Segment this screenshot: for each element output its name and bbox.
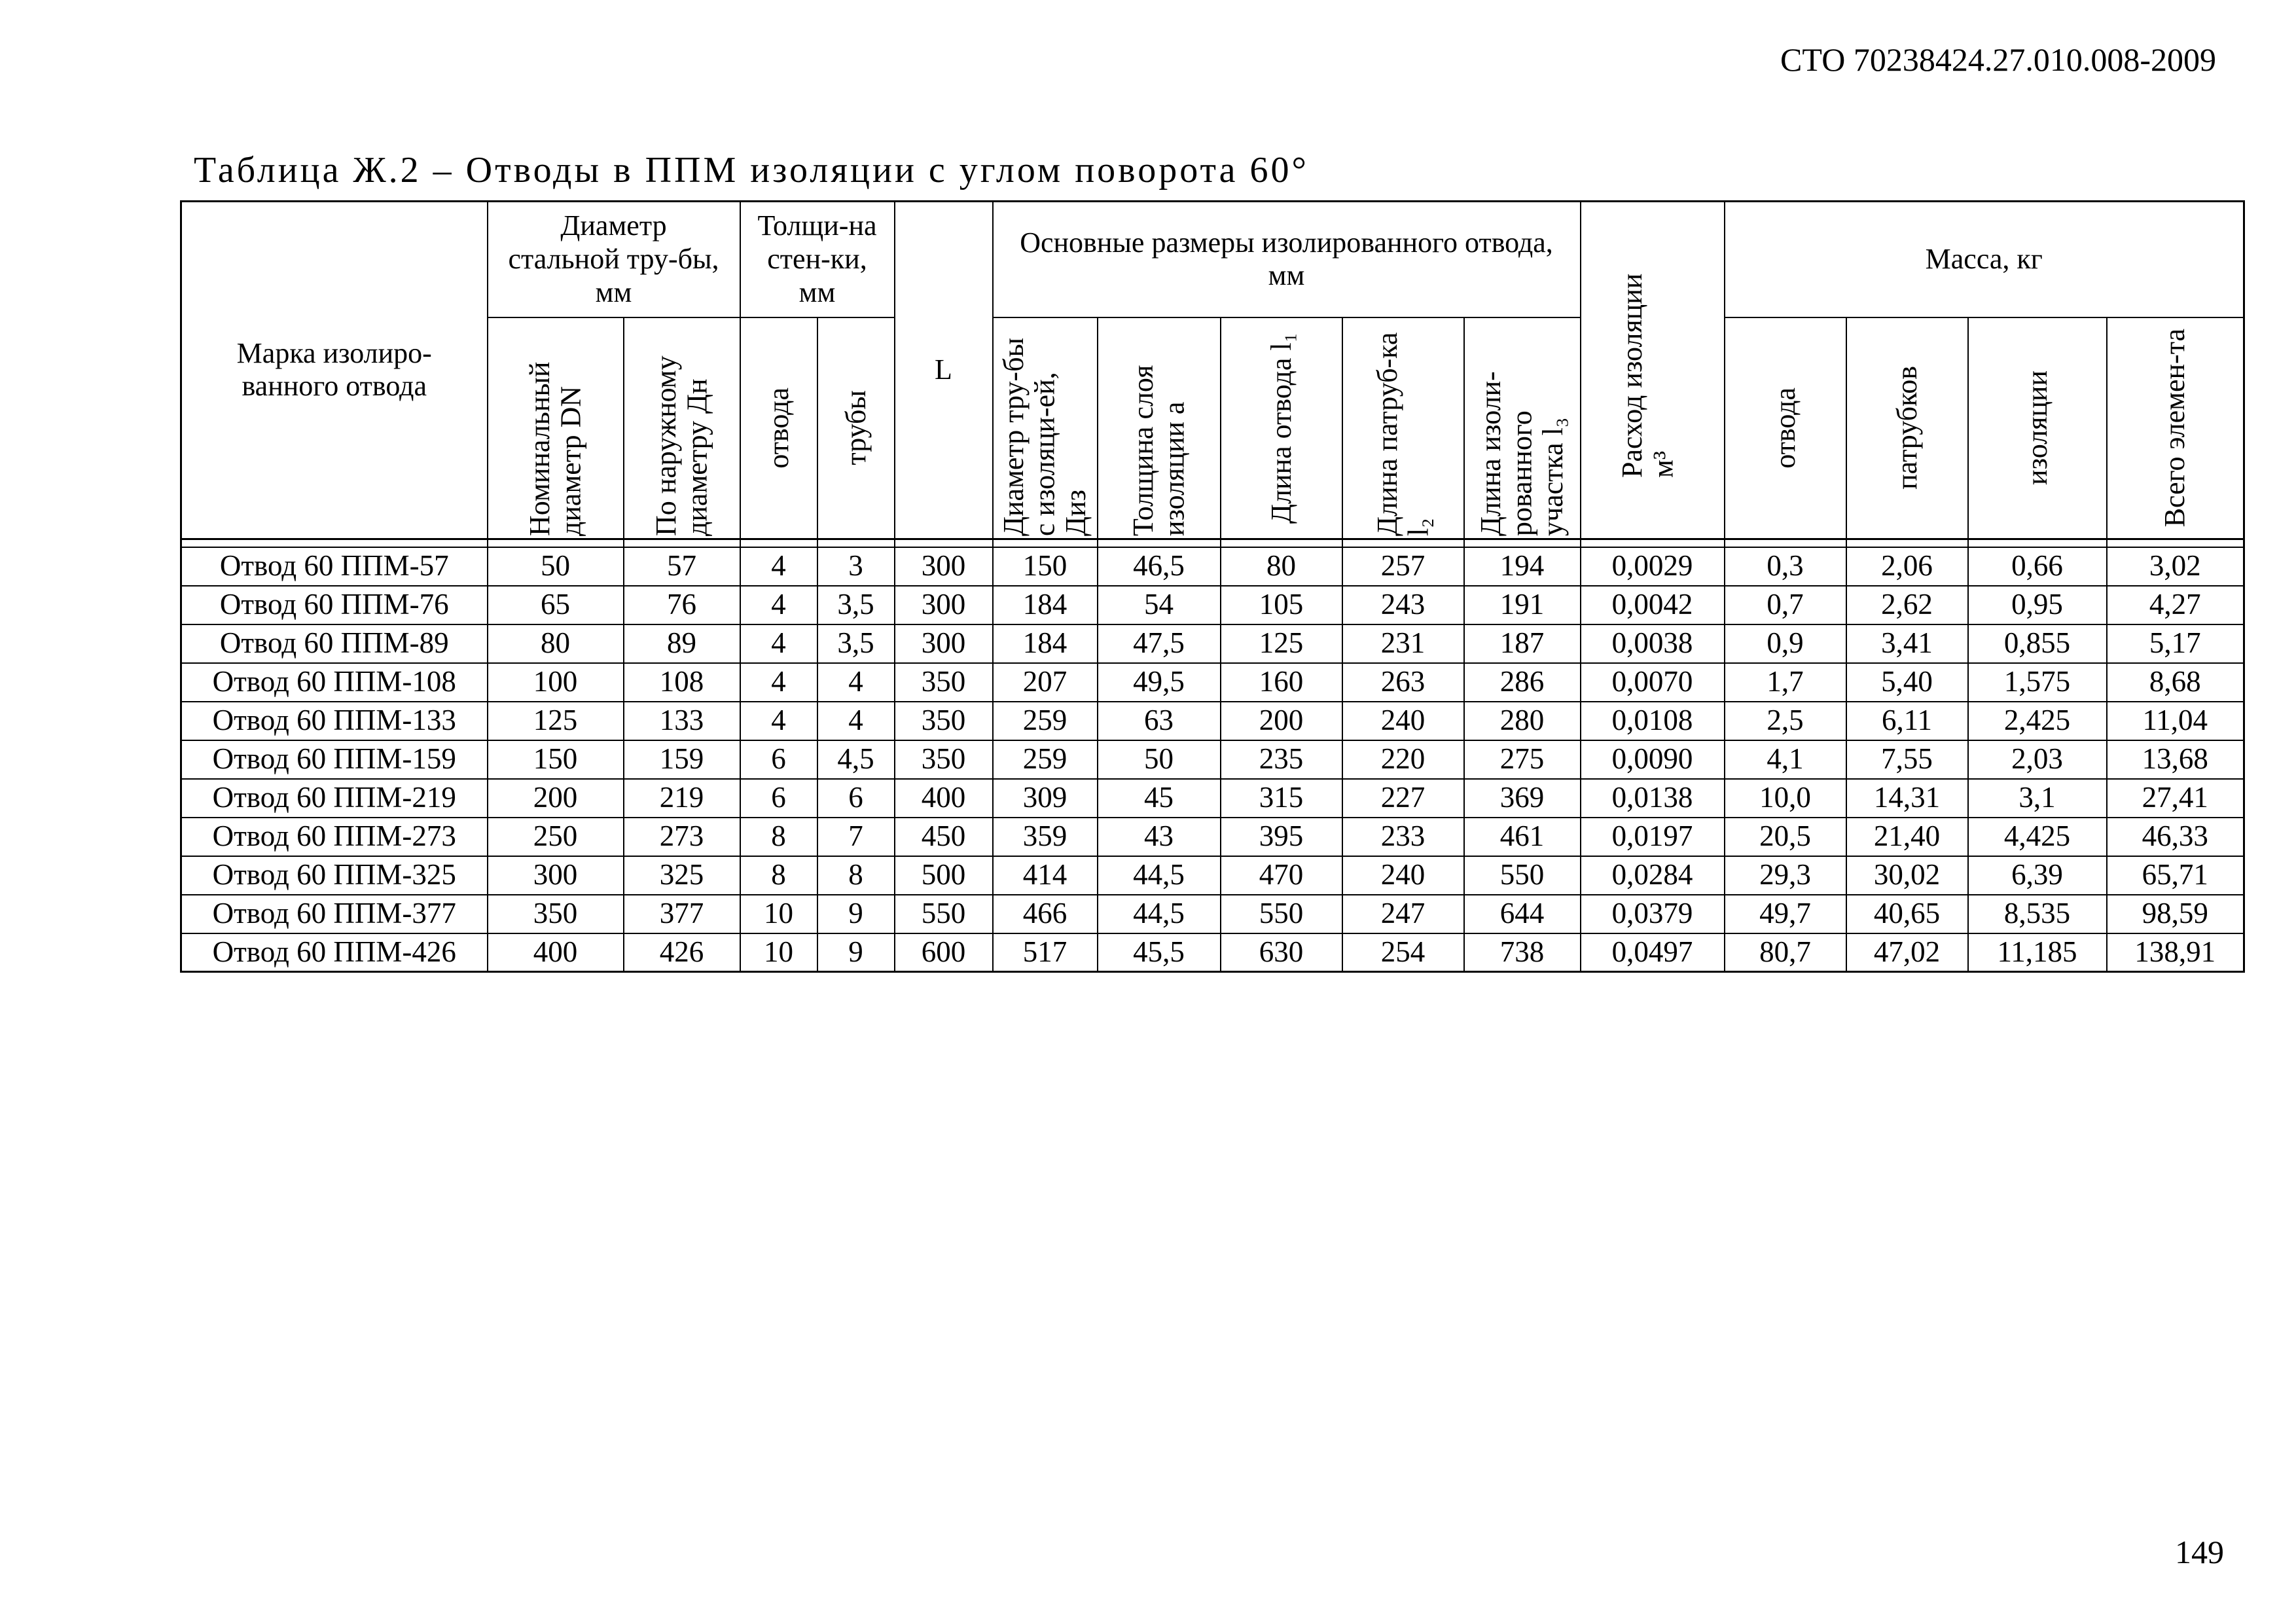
- table-cell: 450: [895, 818, 993, 856]
- table-cell: 275: [1464, 740, 1581, 779]
- table-cell: 8: [740, 856, 817, 895]
- table-cell: 4: [817, 663, 895, 702]
- table-cell: 21,40: [1846, 818, 1968, 856]
- table-cell: 0,95: [1968, 586, 2107, 624]
- table-cell: 11,04: [2107, 702, 2244, 740]
- table-cell: 0,0090: [1581, 740, 1725, 779]
- table-cell: 47,5: [1098, 624, 1221, 663]
- table-cell: 286: [1464, 663, 1581, 702]
- table-cell: 9: [817, 895, 895, 933]
- table-cell: 738: [1464, 933, 1581, 972]
- table-cell: 350: [895, 740, 993, 779]
- table-cell: 105: [1221, 586, 1342, 624]
- table-cell: 3,5: [817, 624, 895, 663]
- row-brand-cell: Отвод 60 ППМ-89: [181, 624, 488, 663]
- table-cell: 240: [1342, 856, 1464, 895]
- header-separator-row: [181, 539, 2244, 547]
- table-cell: 65: [488, 586, 624, 624]
- table-caption: Таблица Ж.2 – Отводы в ППМ изоляции с углом поворота 60°: [194, 150, 1309, 190]
- col-header-bend-length: Длина отвода l₁: [1221, 317, 1342, 539]
- table-cell: 150: [488, 740, 624, 779]
- table-cell: 45: [1098, 779, 1221, 818]
- table-cell: 0,0070: [1581, 663, 1725, 702]
- table-cell: 6: [817, 779, 895, 818]
- table-cell: 10,0: [1725, 779, 1846, 818]
- table-cell: 65,71: [2107, 856, 2244, 895]
- table-cell: 1,7: [1725, 663, 1846, 702]
- table-cell: 0,0284: [1581, 856, 1725, 895]
- table-cell: 280: [1464, 702, 1581, 740]
- table-cell: 550: [895, 895, 993, 933]
- table-cell: 8,68: [2107, 663, 2244, 702]
- table-row: [181, 547, 2244, 586]
- row-brand-cell: Отвод 60 ППМ-377: [181, 895, 488, 933]
- table-cell: 377: [624, 895, 740, 933]
- col-group-pipe-diameter: Диаметр стальной тру-бы, мм: [488, 202, 740, 317]
- table-cell: 350: [895, 702, 993, 740]
- table-cell: 6,39: [1968, 856, 2107, 895]
- table-cell: 6: [740, 779, 817, 818]
- table-cell: 0,66: [1968, 547, 2107, 586]
- table-cell: 150: [993, 547, 1098, 586]
- col-header-mass-total: Всего элемен-та: [2107, 317, 2244, 539]
- table-cell: 80,7: [1725, 933, 1846, 972]
- table-cell: 231: [1342, 624, 1464, 663]
- table-cell: 6,11: [1846, 702, 1968, 740]
- table-cell: 600: [895, 933, 993, 972]
- table-row: [181, 624, 2244, 663]
- table-row: [181, 702, 2244, 740]
- table-cell: 0,0138: [1581, 779, 1725, 818]
- table-cell: 30,02: [1846, 856, 1968, 895]
- col-header-outer-diameter: По наружному диаметру Дн: [624, 317, 740, 539]
- row-brand-cell: Отвод 60 ППМ-76: [181, 586, 488, 624]
- table-cell: 259: [993, 740, 1098, 779]
- table-cell: 5,17: [2107, 624, 2244, 663]
- table-cell: 200: [488, 779, 624, 818]
- table-cell: 5,40: [1846, 663, 1968, 702]
- table-cell: 133: [624, 702, 740, 740]
- table-cell: 7,55: [1846, 740, 1968, 779]
- table-cell: 257: [1342, 547, 1464, 586]
- table-cell: 300: [895, 624, 993, 663]
- table-cell: 0,3: [1725, 547, 1846, 586]
- row-brand-cell: Отвод 60 ППМ-57: [181, 547, 488, 586]
- table-cell: 0,0197: [1581, 818, 1725, 856]
- table-cell: 4,1: [1725, 740, 1846, 779]
- table-cell: 50: [488, 547, 624, 586]
- table-cell: 550: [1464, 856, 1581, 895]
- table-cell: 309: [993, 779, 1098, 818]
- table-cell: 3,1: [1968, 779, 2107, 818]
- table-cell: 644: [1464, 895, 1581, 933]
- table-cell: 4: [740, 586, 817, 624]
- table-cell: 125: [1221, 624, 1342, 663]
- table-cell: 0,9: [1725, 624, 1846, 663]
- table-cell: 20,5: [1725, 818, 1846, 856]
- table-cell: 466: [993, 895, 1098, 933]
- bends-table: [180, 200, 2245, 973]
- col-header-mass-insulation: изоляции: [1968, 317, 2107, 539]
- table-cell: 108: [624, 663, 740, 702]
- table-cell: 4,27: [2107, 586, 2244, 624]
- table-cell: 4: [817, 702, 895, 740]
- col-header-mass-branches: патрубков: [1846, 317, 1968, 539]
- table-cell: 187: [1464, 624, 1581, 663]
- table-cell: 550: [1221, 895, 1342, 933]
- table-cell: 159: [624, 740, 740, 779]
- row-brand-cell: Отвод 60 ППМ-219: [181, 779, 488, 818]
- table-cell: 46,5: [1098, 547, 1221, 586]
- col-header-insulated-diameter: Диаметр тру-бы с изоляци-ей, Диз: [993, 317, 1098, 539]
- table-cell: 49,5: [1098, 663, 1221, 702]
- table-cell: 395: [1221, 818, 1342, 856]
- table-cell: 191: [1464, 586, 1581, 624]
- table-cell: 259: [993, 702, 1098, 740]
- table-cell: 219: [624, 779, 740, 818]
- table-cell: 44,5: [1098, 856, 1221, 895]
- col-header-mass-bend: отвода: [1725, 317, 1846, 539]
- table-cell: 184: [993, 586, 1098, 624]
- table-row: [181, 856, 2244, 895]
- table-cell: 220: [1342, 740, 1464, 779]
- table-cell: 243: [1342, 586, 1464, 624]
- col-header-insulated-section-length: Длина изоли-рованного участка l₃: [1464, 317, 1581, 539]
- col-group-mass: Масса, кг: [1725, 202, 2244, 317]
- table-row: [181, 779, 2244, 818]
- col-header-length-L: L: [895, 202, 993, 539]
- table-cell: 45,5: [1098, 933, 1221, 972]
- table-cell: 207: [993, 663, 1098, 702]
- table-cell: 300: [895, 547, 993, 586]
- table-body: [181, 547, 2244, 972]
- table-cell: 4,425: [1968, 818, 2107, 856]
- table-row: [181, 933, 2244, 972]
- table-cell: 0,0042: [1581, 586, 1725, 624]
- table-cell: 8: [740, 818, 817, 856]
- table-cell: 400: [488, 933, 624, 972]
- table-cell: 11,185: [1968, 933, 2107, 972]
- table-cell: 200: [1221, 702, 1342, 740]
- table-row: [181, 895, 2244, 933]
- table-cell: 369: [1464, 779, 1581, 818]
- table-cell: 1,575: [1968, 663, 2107, 702]
- table-cell: 325: [624, 856, 740, 895]
- col-header-insulation-thickness: Толщина слоя изоляции а: [1098, 317, 1221, 539]
- table-cell: 0,0029: [1581, 547, 1725, 586]
- table-cell: 125: [488, 702, 624, 740]
- table-cell: 500: [895, 856, 993, 895]
- table-cell: 630: [1221, 933, 1342, 972]
- table-cell: 273: [624, 818, 740, 856]
- table-cell: 3,02: [2107, 547, 2244, 586]
- col-header-insulation-consumption: Расход изоляции м³: [1581, 202, 1725, 539]
- table-cell: 0,0497: [1581, 933, 1725, 972]
- row-brand-cell: Отвод 60 ППМ-273: [181, 818, 488, 856]
- table-cell: 235: [1221, 740, 1342, 779]
- row-brand-cell: Отвод 60 ППМ-325: [181, 856, 488, 895]
- col-header-nominal-diameter: Номинальный диаметр DN: [488, 317, 624, 539]
- table-cell: 0,0108: [1581, 702, 1725, 740]
- table-cell: 80: [488, 624, 624, 663]
- col-header-brand: Марка изолиро-ванного отвода: [181, 202, 488, 539]
- table-cell: 27,41: [2107, 779, 2244, 818]
- col-header-wall-bend: отвода: [740, 317, 817, 539]
- table-cell: 461: [1464, 818, 1581, 856]
- table-cell: 4: [740, 624, 817, 663]
- table-cell: 426: [624, 933, 740, 972]
- table-cell: 315: [1221, 779, 1342, 818]
- table-cell: 184: [993, 624, 1098, 663]
- table-row: [181, 586, 2244, 624]
- table-cell: 300: [488, 856, 624, 895]
- col-header-wall-pipe: трубы: [817, 317, 895, 539]
- table-cell: 227: [1342, 779, 1464, 818]
- table-cell: 76: [624, 586, 740, 624]
- table-cell: 233: [1342, 818, 1464, 856]
- table-cell: 3: [817, 547, 895, 586]
- table-cell: 359: [993, 818, 1098, 856]
- table-cell: 13,68: [2107, 740, 2244, 779]
- table-cell: 3,41: [1846, 624, 1968, 663]
- table-cell: 100: [488, 663, 624, 702]
- table-cell: 4: [740, 702, 817, 740]
- table-cell: 50: [1098, 740, 1221, 779]
- col-group-main-sizes: Основные размеры изолированного отвода, мм: [993, 202, 1581, 317]
- table-cell: 14,31: [1846, 779, 1968, 818]
- table-cell: 29,3: [1725, 856, 1846, 895]
- table-cell: 138,91: [2107, 933, 2244, 972]
- table-cell: 80: [1221, 547, 1342, 586]
- table-cell: 57: [624, 547, 740, 586]
- table-cell: 44,5: [1098, 895, 1221, 933]
- table-cell: 263: [1342, 663, 1464, 702]
- col-header-branch-length: Длина патруб-ка l₂: [1342, 317, 1464, 539]
- document-code: СТО 70238424.27.010.008-2009: [1780, 41, 2216, 78]
- row-brand-cell: Отвод 60 ППМ-108: [181, 663, 488, 702]
- table-cell: 98,59: [2107, 895, 2244, 933]
- table-cell: 0,7: [1725, 586, 1846, 624]
- table-cell: 9: [817, 933, 895, 972]
- table-cell: 6: [740, 740, 817, 779]
- table-cell: 2,62: [1846, 586, 1968, 624]
- table-cell: 254: [1342, 933, 1464, 972]
- col-group-wall-thickness: Толщи-на стен-ки, мм: [740, 202, 895, 317]
- table-cell: 2,03: [1968, 740, 2107, 779]
- table-cell: 0,855: [1968, 624, 2107, 663]
- table-cell: 63: [1098, 702, 1221, 740]
- table-cell: 4,5: [817, 740, 895, 779]
- table-cell: 8,535: [1968, 895, 2107, 933]
- table-cell: 7: [817, 818, 895, 856]
- table-cell: 4: [740, 663, 817, 702]
- table-row: [181, 818, 2244, 856]
- table-cell: 10: [740, 895, 817, 933]
- table-cell: 400: [895, 779, 993, 818]
- table-cell: 0,0038: [1581, 624, 1725, 663]
- table-cell: 47,02: [1846, 933, 1968, 972]
- table-cell: 300: [895, 586, 993, 624]
- table-cell: 2,06: [1846, 547, 1968, 586]
- table-cell: 2,425: [1968, 702, 2107, 740]
- table-cell: 2,5: [1725, 702, 1846, 740]
- table-cell: 160: [1221, 663, 1342, 702]
- table-cell: 46,33: [2107, 818, 2244, 856]
- table-cell: 8: [817, 856, 895, 895]
- table-cell: 517: [993, 933, 1098, 972]
- table-cell: 0,0379: [1581, 895, 1725, 933]
- table-cell: 470: [1221, 856, 1342, 895]
- table-cell: 40,65: [1846, 895, 1968, 933]
- table-row: [181, 740, 2244, 779]
- table-cell: 49,7: [1725, 895, 1846, 933]
- table-row: [181, 663, 2244, 702]
- page-number: 149: [2175, 1534, 2224, 1570]
- table-cell: 350: [895, 663, 993, 702]
- table-cell: 54: [1098, 586, 1221, 624]
- row-brand-cell: Отвод 60 ППМ-159: [181, 740, 488, 779]
- row-brand-cell: Отвод 60 ППМ-133: [181, 702, 488, 740]
- table-cell: 4: [740, 547, 817, 586]
- table-cell: 89: [624, 624, 740, 663]
- table-cell: 350: [488, 895, 624, 933]
- table-cell: 250: [488, 818, 624, 856]
- table-cell: 194: [1464, 547, 1581, 586]
- table-cell: 10: [740, 933, 817, 972]
- table-cell: 247: [1342, 895, 1464, 933]
- table-cell: 240: [1342, 702, 1464, 740]
- table-cell: 3,5: [817, 586, 895, 624]
- table-cell: 43: [1098, 818, 1221, 856]
- table-cell: 414: [993, 856, 1098, 895]
- row-brand-cell: Отвод 60 ППМ-426: [181, 933, 488, 972]
